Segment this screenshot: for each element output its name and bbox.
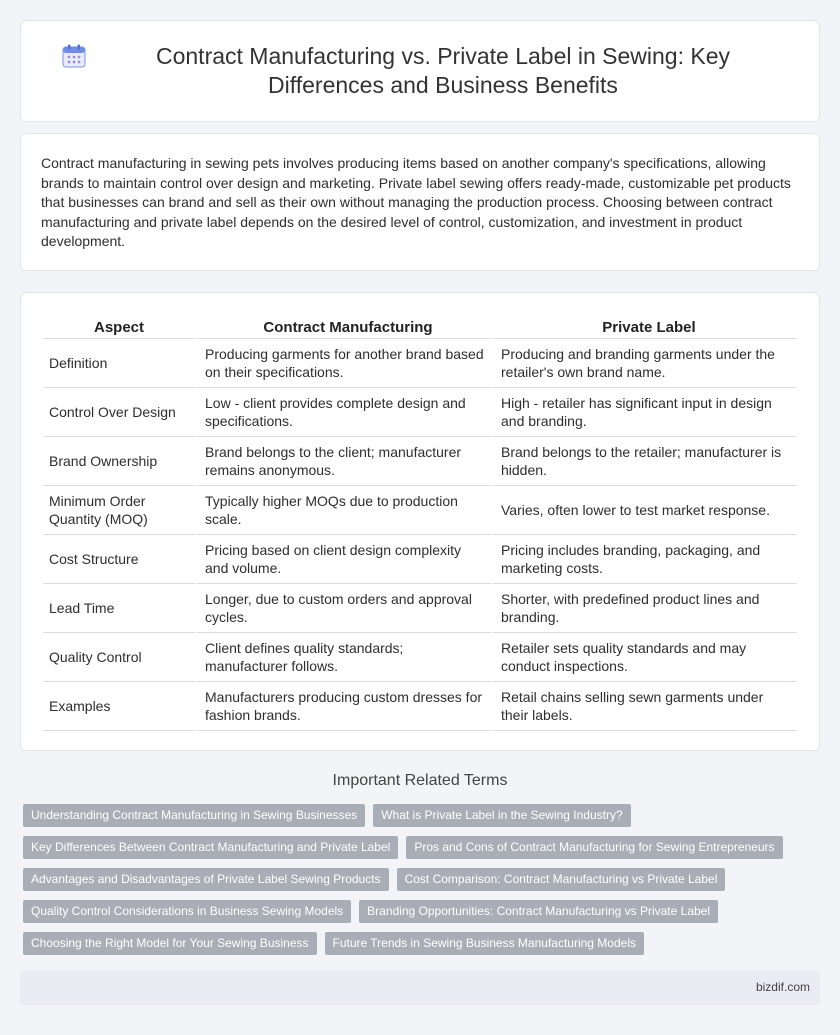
cell-contract-manufacturing: Pricing based on client design complexity and volume. [195,535,491,584]
cell-private-label: Retailer sets quality standards and may conduct inspections. [491,633,797,682]
intro-card [20,133,820,271]
intro-paragraph: Contract manufacturing in sewing pets involves producing items based on another company's specifications, allowing brands to maintain control over design and marketing. Private label sewing offers ready-made, customizable pet products that businesses can brand and sell as their own without managing the production process. Choosing between contract manufacturing and private label depends on the desired level of control, customization, and investment in product development. [41,155,791,249]
cell-contract-manufacturing: Longer, due to custom orders and approval cycles. [195,584,491,633]
cell-private-label: High - retailer has significant input in design and branding. [491,388,797,437]
footer [20,970,820,1005]
table-row [43,682,797,731]
cell-aspect: Cost Structure [43,535,195,584]
header-card [20,20,820,122]
column-header-private-label: Private Label [491,309,797,339]
cell-aspect: Definition [43,339,195,388]
page-title: Contract Manufacturing vs. Private Label in Sewing: Key Differences and Business Benefits [155,43,730,98]
related-term-tag[interactable]: Key Differences Between Contract Manufacturing and Private Label [23,836,398,859]
table-row [43,486,797,535]
related-term-tag[interactable]: Advantages and Disadvantages of Private Label Sewing Products [23,868,389,891]
table-row [43,535,797,584]
related-term-tag[interactable]: Understanding Contract Manufacturing in Sewing Businesses [23,804,365,827]
tag-row [23,836,823,859]
cell-private-label: Pricing includes branding, packaging, and marketing costs. [491,535,797,584]
related-term-tag[interactable]: Future Trends in Sewing Business Manufacturing Models [325,932,645,955]
comparison-table-card [20,292,820,751]
cell-contract-manufacturing: Brand belongs to the client; manufacturer remains anonymous. [195,437,491,486]
cell-private-label: Varies, often lower to test market response. [491,486,797,535]
cell-aspect: Examples [43,682,195,731]
cell-contract-manufacturing: Producing garments for another brand based on their specifications. [195,339,491,388]
related-term-tag[interactable]: Branding Opportunities: Contract Manufacturing vs Private Label [359,900,718,923]
related-term-tag[interactable]: Pros and Cons of Contract Manufacturing for Sewing Entrepreneurs [406,836,782,859]
column-header-contract-manufacturing: Contract Manufacturing [195,309,491,339]
table-row [43,388,797,437]
related-term-tag[interactable]: What is Private Label in the Sewing Industry? [373,804,630,827]
cell-contract-manufacturing: Low - client provides complete design and specifications. [195,388,491,437]
related-terms-title: Important Related Terms [332,772,508,789]
calendar-icon [61,43,87,69]
table-row [43,633,797,682]
cell-aspect: Control Over Design [43,388,195,437]
table-header-row [43,309,797,339]
cell-aspect: Lead Time [43,584,195,633]
cell-aspect: Brand Ownership [43,437,195,486]
comparison-table [43,309,797,731]
tag-row [23,804,823,827]
related-term-tag[interactable]: Choosing the Right Model for Your Sewing Business [23,932,317,955]
related-term-tag[interactable]: Cost Comparison: Contract Manufacturing vs Private Label [397,868,726,891]
cell-contract-manufacturing: Manufacturers producing custom dresses for fashion brands. [195,682,491,731]
related-terms-tags [23,804,823,964]
tag-row [23,932,823,955]
cell-private-label: Producing and branding garments under the retailer's own brand name. [491,339,797,388]
table-row [43,584,797,633]
table-row [43,437,797,486]
cell-aspect: Quality Control [43,633,195,682]
cell-contract-manufacturing: Client defines quality standards; manufacturer follows. [195,633,491,682]
footer-site-link[interactable]: bizdif.com [755,980,810,994]
cell-private-label: Shorter, with predefined product lines and branding. [491,584,797,633]
tag-row [23,868,823,891]
cell-private-label: Retail chains selling sewn garments under their labels. [491,682,797,731]
tag-row [23,900,823,923]
cell-contract-manufacturing: Typically higher MOQs due to production scale. [195,486,491,535]
table-row [43,339,797,388]
cell-private-label: Brand belongs to the retailer; manufacturer is hidden. [491,437,797,486]
cell-aspect: Minimum Order Quantity (MOQ) [43,486,195,535]
related-term-tag[interactable]: Quality Control Considerations in Business Sewing Models [23,900,351,923]
column-header-aspect: Aspect [43,309,195,339]
